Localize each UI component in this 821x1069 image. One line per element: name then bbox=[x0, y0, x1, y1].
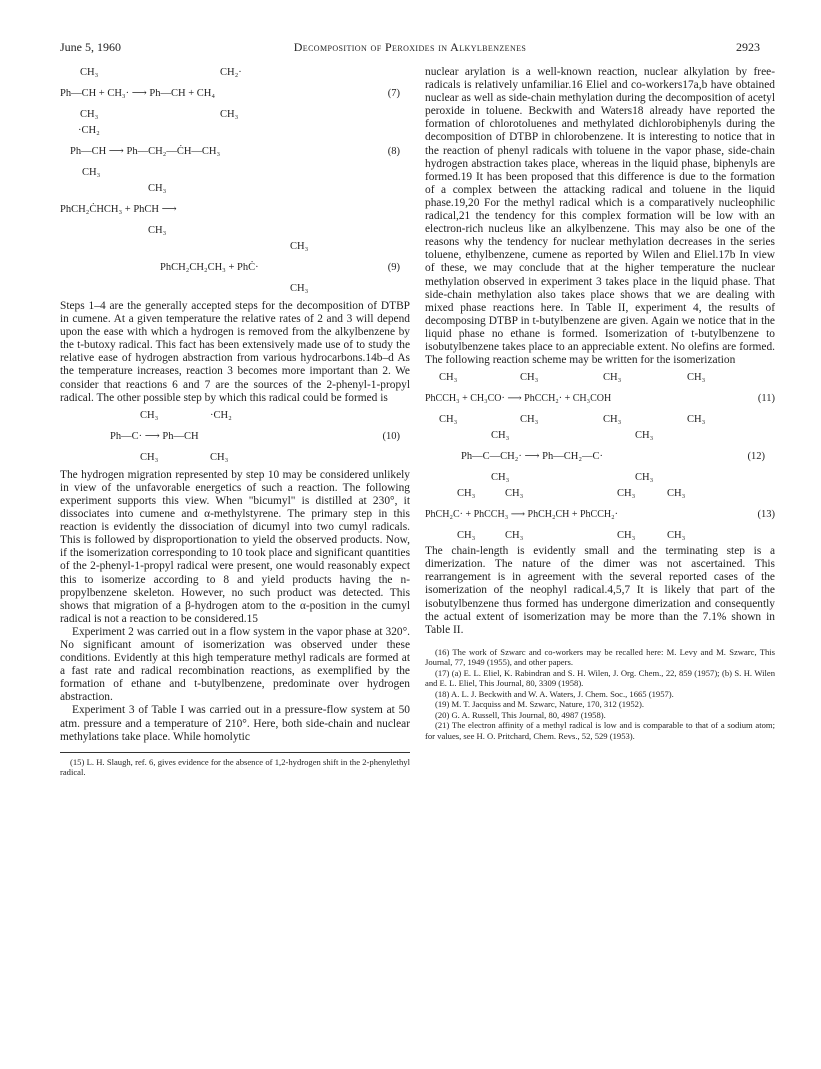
equation-11 bbox=[425, 371, 775, 429]
eq7-bot2: CH₃ bbox=[220, 109, 239, 120]
eq12-top2: CH₃ bbox=[635, 430, 654, 442]
eq9b-top1: CH₃ bbox=[290, 241, 309, 252]
eq11-bot: CH₃ bbox=[687, 414, 706, 426]
left-column bbox=[60, 66, 410, 778]
eq13-top: CH₃ bbox=[505, 488, 524, 500]
footnote-18: (18) A. L. J. Beckwith and W. A. Waters, J. Chem. Soc., 1665 (1957). bbox=[435, 688, 674, 699]
eq12-main: Ph—C—CH₂· ⟶ Ph—CH₂—C· bbox=[461, 451, 603, 463]
eq10-bot1: CH₃ bbox=[140, 451, 159, 463]
eq8-bot1: CH₃ bbox=[82, 167, 101, 178]
header-date: June 5, 1960 bbox=[60, 40, 121, 54]
eq13-main: PhCH₂C· + PhCCH₃ ⟶ PhCH₂CH + PhCCH₂· bbox=[425, 509, 618, 521]
footnote-20: (20) G. A. Russell, This Journal, 80, 4987 (1958). bbox=[435, 709, 606, 720]
footnote-16: (16) The work of Szwarc and co-workers may be recalled here: M. Levy and M. Szwarc, This Journal, 77, 1949 (1955), and other papers. bbox=[425, 646, 775, 668]
footnote-rule bbox=[60, 752, 410, 753]
paragraph: Experiment 3 of Table I was carried out in a pressure-flow system at 50 atm. pressure and a temperature of 210°. Here, both side-chain and nuclear methylations take place. While homolytic bbox=[60, 704, 410, 743]
eq8-main: Ph—CH ⟶ Ph—CH₂—ĊH—CH₃ bbox=[70, 146, 221, 157]
header-title: Decomposition of Peroxides in Alkylbenzenes bbox=[293, 40, 527, 54]
eq11-bot: CH₃ bbox=[520, 414, 539, 426]
eq13-top: CH₃ bbox=[457, 488, 476, 500]
footnote-15: (15) L. H. Slaugh, ref. 6, gives evidence for the absence of 1,2-hydrogen shift in the 2-phenylethyl radical. bbox=[60, 756, 410, 778]
eq10-number: (10) bbox=[382, 430, 400, 442]
eq9b-main: PhCH₂CH₂CH₃ + PhĊ· bbox=[160, 262, 259, 273]
equation-9a bbox=[60, 182, 410, 240]
equation-7 bbox=[60, 66, 410, 124]
equation-13 bbox=[425, 487, 775, 545]
eq12-number: (12) bbox=[747, 451, 765, 463]
footnote-19: (19) M. T. Jacquiss and M. Szwarc, Nature, 170, 312 (1952). bbox=[435, 699, 644, 710]
paragraph: Experiment 2 was carried out in a flow system in the vapor phase at 320°. No significant amount of isomerization was observed under these conditions. Evidently at this high temperature methyl radicals are formed at a fast rate and radical recombination reactions, as exemplified by the formation of ethane and t-butylbenzene, predominate over hydrogen abstraction. bbox=[60, 625, 410, 704]
eq13-bot: CH₃ bbox=[505, 530, 524, 542]
eq7-number: (7) bbox=[387, 88, 400, 99]
eq12-top1: CH₃ bbox=[491, 430, 510, 442]
equation-10 bbox=[60, 409, 410, 469]
footnote-21: (21) The electron affinity of a methyl radical is low and is comparable to that of a sodium atom; for values, see H. O. Pritchard, Chem. Revs., 52, 529 (1953). bbox=[425, 720, 775, 741]
eq13-bot: CH₃ bbox=[617, 530, 636, 542]
running-header bbox=[60, 40, 760, 56]
paragraph: The chain-length is evidently small and the terminating step is a dimerization. The nature of the dimer was not ascertained. This rearrangement is in agreement with the several reported cases of the isomerization of the neophyl radical.4,5,7 It is likely that part of the isobutylbenzene thus formed has undergone dimerization and consequently the actual extent of isomerization may be more than the 7.1% shown in Table II. bbox=[425, 545, 775, 636]
eq11-main: PhCCH₃ + CH₃CO· ⟶ PhCCH₂· + CH₃COH bbox=[425, 393, 612, 405]
eq7-top1: CH₃ bbox=[80, 67, 99, 78]
equation-12 bbox=[425, 429, 775, 487]
eq12-bot2: CH₃ bbox=[635, 472, 654, 484]
eq9a-top1: CH₃ bbox=[148, 183, 167, 194]
eq10-main: Ph—C· ⟶ Ph—CH bbox=[110, 430, 199, 442]
eq12-bot1: CH₃ bbox=[491, 472, 510, 484]
eq10-top2: ·CH₂ bbox=[210, 409, 232, 421]
eq11-bot: CH₃ bbox=[439, 414, 458, 426]
eq13-number: (13) bbox=[757, 509, 775, 521]
eq11-top: CH₃ bbox=[603, 372, 622, 384]
eq8-top1: ·CH₂ bbox=[78, 125, 100, 136]
paragraph: The hydrogen migration represented by step 10 may be considered unlikely in view of the unfavorable energetics of such a reaction. The following experiment supports this view. When "bicumyl" is distilled at 230°, it dissociates into cumene and α-methylstyrene. The primary step in this reaction is evidently the dissociation of dicumyl into two cumyl radicals. This is followed by disproportionation to yield the observed products. Now, if the isomerization corresponding to 10 took place and significant quantities of the 2-phenyl-1-propyl radical were present, one would reasonably expect this to isomerize according to 8 and yield products having the n-propylbenzene skeleton. However, no such product was detected. This shows that migration of a β-hydrogen atom to the α-position in the cumyl radical is not a reaction to be considered.15 bbox=[60, 468, 410, 625]
eq9b-bot1: CH₃ bbox=[290, 283, 309, 294]
footnotes bbox=[60, 757, 410, 778]
eq7-bot1: CH₃ bbox=[80, 109, 99, 120]
eq10-bot2: CH₃ bbox=[210, 451, 229, 463]
eq7-top2: CH₂· bbox=[220, 67, 242, 78]
eq9b-number: (9) bbox=[387, 262, 400, 273]
eq7-main: Ph—CH + CH₃· ⟶ Ph—CH + CH₄ bbox=[60, 88, 215, 99]
right-column bbox=[425, 66, 775, 741]
paragraph: nuclear arylation is a well-known reaction, nuclear alkylation by free-radicals is relatively unfamiliar.16 Eliel and co-workers17a,b have obtained nuclear as well as side-chain methylation during the decomposition of acetyl peroxide in toluene. Beckwith and Waters18 already have reported the formation of chlorotoluenes and methylated dichlorobiphenyls during the decomposition of DTBP in chlorobenzene. It is interesting to notice that in the reaction of phenyl radicals with toluene in the vapor phase, side-chain hydrogen abstraction takes place, whereas in the liquid phase, biphenyls are formed.19 It has been proposed that this difference is due to the formation of a complex between the attacking radical and toluene in the liquid phase.19,20 For the methyl radical which is a comparatively nucleophilic radical,21 the tendency for this complex formation will be low with an electron-rich nucleus like an alkylbenzene. This may also be one of the reasons why the tendency for nuclear methylation decreases in the series toluene, ethylbenzene, cumene as reported by Wilen and Eliel.17b In view of these, we may conclude that at the higher temperature the nuclear methylation observed in experiment 3 takes place in the liquid phase. That side-chain methylation also takes place shows that we are dealing with mixed phase reactions here. In Table II, experiment 4, the results of decomposing DTBP in t-butylbenzene are given. Again we notice that in the liquid phase no ethane is formed. Isomerization of t-butylbenzene to isobutylbenzene takes place to an appreciable extent. No olefins are formed. The following reaction scheme may be written for the isomerization bbox=[425, 66, 775, 367]
eq13-bot: CH₃ bbox=[667, 530, 686, 542]
footnote-17: (17) (a) E. L. Eliel, K. Rabindran and S. H. Wilen, J. Org. Chem., 22, 859 (1957); (b) S. H. Wilen and E. L. Eliel, This Journal, 80, 3309 (1958). bbox=[425, 667, 775, 689]
eq13-top: CH₃ bbox=[617, 488, 636, 500]
eq11-number: (11) bbox=[757, 393, 775, 405]
eq11-top: CH₃ bbox=[687, 372, 706, 384]
footnotes bbox=[425, 647, 775, 742]
paragraph: Steps 1–4 are the generally accepted steps for the decomposition of DTBP in cumene. At a given temperature the relative rates of 2 and 3 will depend upon the ease with which a hydrogen is removed from the alkylbenzene by the t-butoxy radical. This fact has been extensively made use of to study the relative ease of hydrogen abstraction from various hydrocarbons.14b–d As the temperature increases, reaction 3 becomes more important than 2. We consider that reactions 6 and 7 are the sources of the 2-phenyl-1-propyl radical. The other possible step by which this radical could be formed is bbox=[60, 300, 410, 404]
eq10-top1: CH₃ bbox=[140, 409, 159, 421]
equation-8 bbox=[60, 124, 410, 182]
eq11-top: CH₃ bbox=[520, 372, 539, 384]
eq13-top: CH₃ bbox=[667, 488, 686, 500]
equation-9b bbox=[60, 240, 410, 300]
eq11-bot: CH₃ bbox=[603, 414, 622, 426]
eq9a-main: PhCH₂ĊHCH₃ + PhCH ⟶ bbox=[60, 204, 177, 215]
eq11-top: CH₃ bbox=[439, 372, 458, 384]
eq8-number: (8) bbox=[387, 146, 400, 157]
eq9a-bot1: CH₃ bbox=[148, 225, 167, 236]
eq13-bot: CH₃ bbox=[457, 530, 476, 542]
page-number: 2923 bbox=[736, 40, 760, 54]
